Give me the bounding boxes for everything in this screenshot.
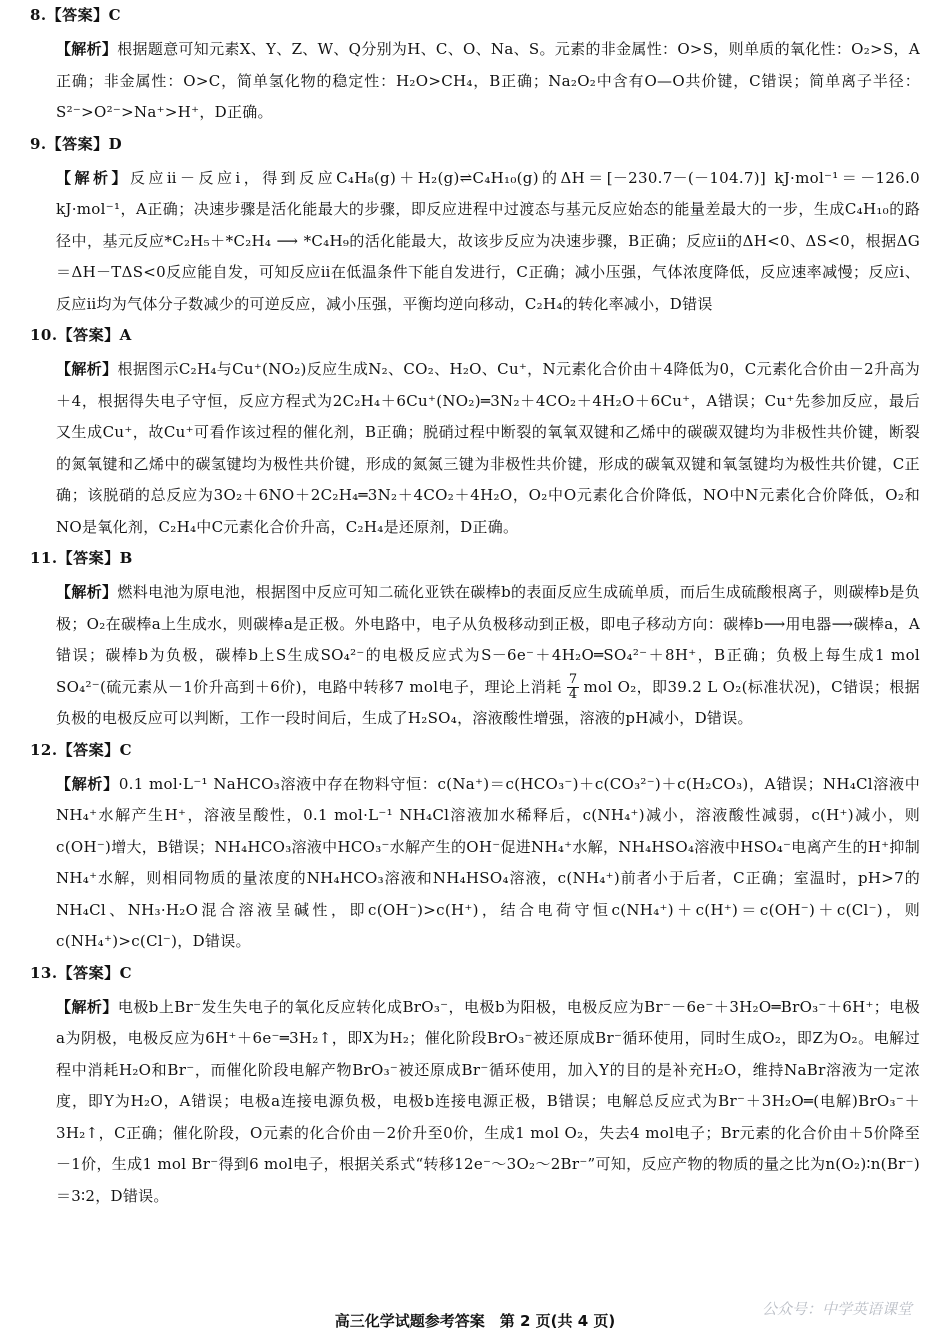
question-9: [30, 133, 920, 321]
page-footer: 高三化学试题参考答案 第 2 页(共 4 页): [334, 1312, 616, 1330]
answer-heading: 13.【答案】C: [30, 963, 133, 982]
explanation: [56, 354, 920, 543]
explanation-text: 电极b上Br⁻发生失电子的氧化反应转化成BrO₃⁻，电极b为阳极，电极反应为Br⁻－6e⁻＋3H₂O═BrO₃⁻＋6H⁺；电极a为阴极，电极反应为6H⁺＋6e⁻═3H₂↑，即X为H₂；催化阶段BrO₃⁻被还原成Br⁻循环使用，同时生成O₂，即Z为O₂。电解过程中消耗H₂O和Br⁻，而催化阶段电解产物BrO₃⁻被还原成Br⁻循环使用，加入Y的目的是补充H₂O，维持NaBr溶液为一定浓度，即Y为H₂O，A错误；电极a连接电源负极，电极b连接电源正极，B错误；电解总反应式为Br⁻＋3H₂O═(电解)BrO₃⁻＋3H₂↑，C正确；催化阶段，O元素的化合价由－2价升至0价，生成1 mol O₂，失去4 mol电子；Br元素的化合价由＋5价降至－1价，生成1 mol Br⁻得到6 mol电子，根据关系式“转移12e⁻～3O₂～2Br⁻”可知，反应产物的物质的量之比为n(O₂)∶n(Br⁻)＝3∶2，D错误。: [56, 997, 920, 1205]
explanation-label: 【解析】: [56, 583, 118, 601]
question-11: [30, 547, 920, 735]
explanation-label: 【解析】: [56, 40, 118, 58]
document-page: [30, 0, 920, 1344]
answer-heading: 11.【答案】B: [30, 549, 133, 567]
question-12: [30, 739, 920, 958]
explanation-text: 0.1 mol·L⁻¹ NaHCO₃溶液中存在物料守恒：c(Na⁺)＝c(HCO₃⁻)＋c(CO₃²⁻)＋c(H₂CO₃)，A错误；NH₄Cl溶液中NH₄⁺水解产生H⁺，溶液呈酸性，0.1 mol·L⁻¹ NH₄Cl溶液加水稀释后，c(NH₄⁺)减小，溶液酸性减弱，c(H⁺)减小，则c(OH⁻)增大，B错误；NH₄HCO₃溶液中HCO₃⁻水解产生的OH⁻促进NH₄⁺水解，NH₄HSO₄溶液中HSO₄⁻电离产生的H⁺抑制NH₄⁺水解，则相同物质的量浓度的NH₄HCO₃溶液和NH₄HSO₄溶液，c(NH₄⁺)前者小于后者，C正确；室温时，pH>7的NH₄Cl、NH₃·H₂O混合溶液呈碱性，即c(OH⁻)>c(H⁺)，结合电荷守恒c(NH₄⁺)＋c(H⁺)＝c(OH⁻)＋c(Cl⁻)，则c(NH₄⁺)>c(Cl⁻)，D错误。: [56, 774, 921, 950]
explanation-text-continued: mol O₂，即39.2 L O₂(标准状况)，C错误；根据负极的电极反应可以判断，工作一段时间后，生成了H₂SO₄，溶液酸性增强，溶液的pH减小，D错误。: [56, 677, 920, 727]
explanation: [56, 769, 920, 958]
explanation-text: 根据题意可知元素X、Y、Z、W、Q分别为H、C、O、Na、S。元素的非金属性：O>S，则单质的氧化性：O₂>S，A正确；非金属性：O>C，简单氢化物的稳定性：H₂O>CH₄，B正确；Na₂O₂中含有O—O共价键，C错误；简单离子半径：S²⁻>O²⁻>Na⁺>H⁺，D正确。: [56, 40, 920, 121]
explanation-label: 【解析】: [56, 360, 118, 378]
explanation: [56, 992, 920, 1213]
fraction-numerator: 7: [568, 672, 578, 687]
fraction-denominator: 4: [568, 687, 578, 702]
explanation: [56, 577, 920, 735]
explanation-label: 【解析】: [56, 997, 118, 1016]
question-13: [30, 962, 920, 1213]
question-10: [30, 324, 920, 543]
explanation-text: 燃料电池为原电池，根据图中反应可知二硫化亚铁在碳棒b的表面反应生成硫单质，而后生成硫酸根离子，则碳棒b是负极；O₂在碳棒a上生成水，则碳棒a是正极。外电路中，电子从负极移动到正极，即电子移动方向：碳棒b⟶用电器⟶碳棒a，A错误；碳棒b为负极，碳棒b上S生成SO₄²⁻的电极反应式为S－6e⁻＋4H₂O═SO₄²⁻＋8H⁺，B正确；负极上每生成1 mol SO₄²⁻(硫元素从－1价升高到＋6价)，电路中转移7 mol电子，理论上消耗: [56, 583, 921, 696]
answer-heading: 12.【答案】C: [30, 740, 133, 759]
answer-heading: 10.【答案】A: [30, 326, 132, 344]
explanation-label: 【解析】: [56, 774, 119, 793]
explanation: [56, 163, 920, 321]
explanation-label: 【解析】: [56, 168, 130, 187]
watermark: 公众号：中学英语课堂: [761, 1300, 912, 1318]
explanation-text: 根据图示C₂H₄与Cu⁺(NO₂)反应生成N₂、CO₂、H₂O、Cu⁺，N元素化合价由＋4降低为0，C元素化合价由－2升高为＋4，根据得失电子守恒，反应方程式为2C₂H₄＋6Cu⁺(NO₂)═3N₂＋4CO₂＋4H₂O＋6Cu⁺，A错误；Cu⁺先参加反应，最后又生成Cu⁺，故Cu⁺可看作该过程的催化剂，B正确；脱硝过程中断裂的氧氧双键和乙烯中的碳碳双键均为非极性共价键，断裂的氮氧键和乙烯中的碳氢键均为极性共价键，形成的氮氮三键为非极性共价键，形成的碳氧双键和氧氢键均为极性共价键，C正确；该脱硝的总反应为3O₂＋6NO＋2C₂H₄═3N₂＋4CO₂＋4H₂O，O₂中O元素化合价降低，NO中N元素化合价降低，O₂和NO是氧化剂，C₂H₄中C元素化合价升高，C₂H₄是还原剂，D正确。: [56, 360, 920, 536]
explanation: [56, 34, 920, 129]
answer-heading: 9.【答案】D: [30, 134, 123, 153]
answer-heading: 8.【答案】C: [30, 6, 122, 24]
question-8: [30, 4, 920, 129]
explanation-text: 反应ⅱ－反应ⅰ，得到反应C₄H₈(g)＋H₂(g)⇌C₄H₁₀(g)的ΔH＝[－230.7－(－104.7)] kJ·mol⁻¹＝－126.0 kJ·mol⁻¹，A正确；决速步骤是活化能最大的步骤，即反应进程中过渡态与基元反应始态的能量差最大的一步，生成C₄H₁₀的路径中，基元反应*C₂H₅＋*C₂H₄ ⟶ *C₄H₉的活化能最大，故该步反应为决速步骤，B正确；反应ⅱ的ΔH<0、ΔS<0，根据ΔG＝ΔH－TΔS<0反应能自发，可知反应ⅱ在低温条件下能自发进行，C正确；减小压强，气体浓度降低，反应速率减慢；反应ⅰ、反应ⅱ均为气体分子数减少的可逆反应，减小压强，平衡均逆向移动，C₂H₄的转化率减小，D错误: [56, 168, 920, 313]
fraction-seven-quarters: [567, 673, 580, 702]
